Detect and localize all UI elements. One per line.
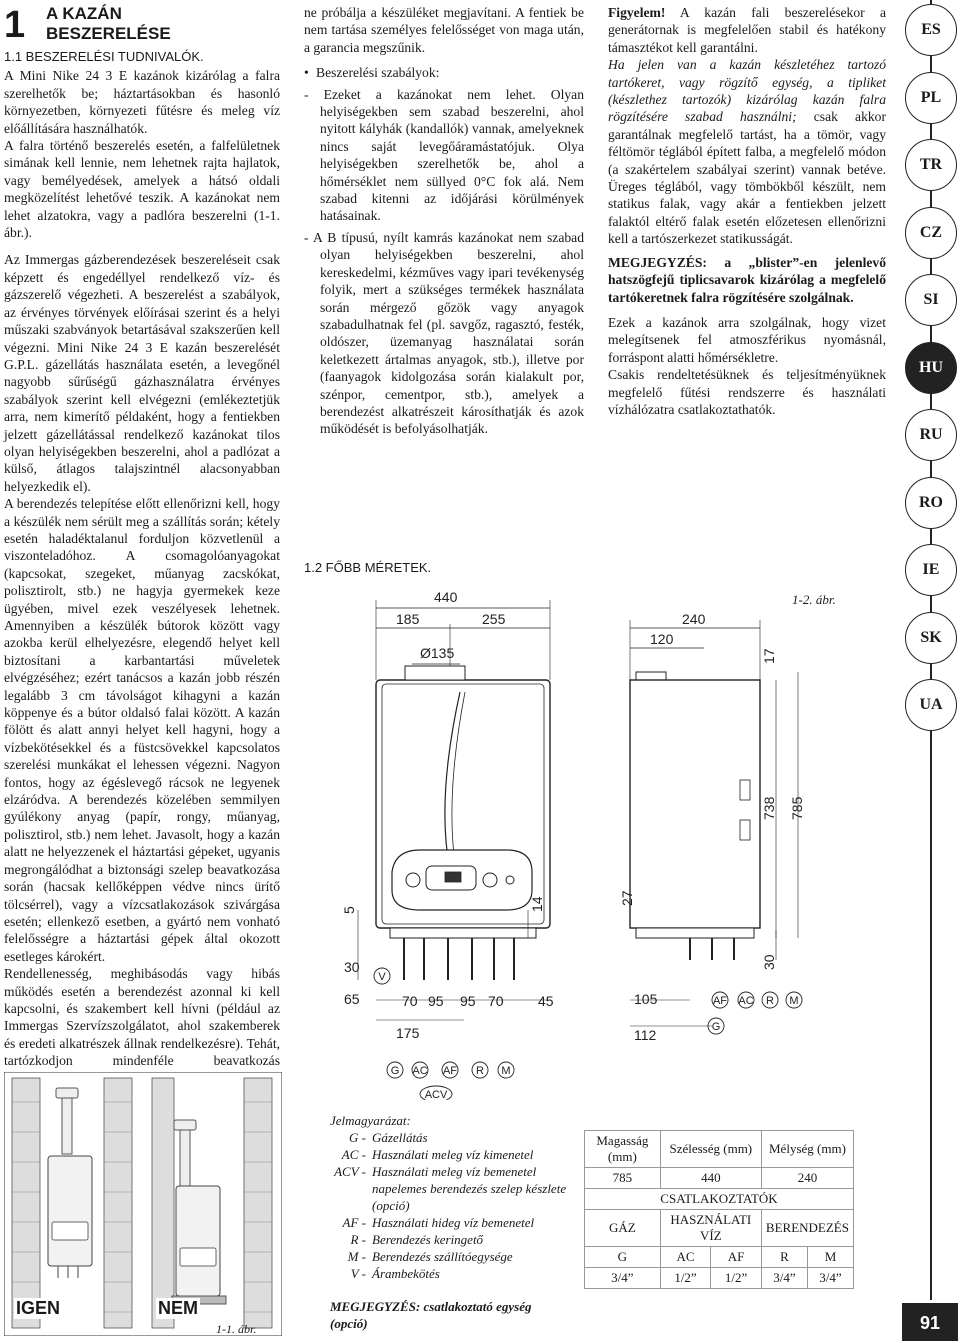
dim-65: 65 xyxy=(344,991,360,1007)
dim-95b: 95 xyxy=(460,993,476,1009)
attention-label: Figyelem! xyxy=(608,5,666,20)
size-M: 3/4” xyxy=(807,1268,853,1289)
legend-value: Használati hideg víz bemenetel xyxy=(372,1215,535,1230)
conn-AC-side: AC xyxy=(738,995,754,1007)
bracket-normal: csak akkor garantálnak megfelelő tartást, ha a tömör, vagy féltömör téglából épített falba, a megfelelő módon (a szakértelem szabályai szerint) vannak betéve. Üreges téglából, vagy tömbökből készült, nem statikus falak, vagy akár a fentiekben jelzett falaktól eltérő falak esetén előzetesen ellenőrizni kell a tartószerkezet statikusságát. xyxy=(608,109,886,247)
chapter-number: 1 xyxy=(4,4,26,46)
legend-item xyxy=(330,1214,570,1231)
right-paragraph-ezek: Ezek a kazánok arra szolgálnak, hogy vizet melegítsenek fel atmoszférikus nyomásnál, forráspont alatti hőmérsékletre. xyxy=(608,314,886,365)
specs-table xyxy=(584,1130,854,1289)
legend-item xyxy=(330,1146,570,1163)
installation-rules-bullet: • Beszerelési szabályok: xyxy=(304,64,584,81)
dim-105: 105 xyxy=(634,991,658,1007)
system-header: BERENDEZÉS xyxy=(761,1210,853,1247)
conn-V-front: V xyxy=(378,971,386,983)
label-correct: IGEN xyxy=(16,1298,61,1318)
conn-G-side: G xyxy=(711,1021,721,1033)
dim-240: 240 xyxy=(682,611,706,627)
language-tab-ru[interactable]: RU xyxy=(905,409,957,461)
chapter-title-line1: A KAZÁN xyxy=(46,4,122,23)
dim-17: 17 xyxy=(761,648,777,664)
left-column xyxy=(4,48,280,1087)
legend-note: MEGJEGYZÉS: csatlakoztató egység (opció) xyxy=(330,1299,532,1331)
dim-120: 120 xyxy=(650,631,674,647)
size-AC: 1/2” xyxy=(660,1268,711,1289)
language-tab-sk[interactable]: SK xyxy=(905,612,957,664)
legend-value: Gázellátás xyxy=(372,1130,428,1145)
legend-value: Használati meleg víz kimenetel xyxy=(372,1147,534,1162)
legend-key: R - xyxy=(350,1232,366,1247)
size-G: 3/4” xyxy=(585,1268,661,1289)
language-tab-tr[interactable]: TR xyxy=(905,139,957,191)
left-paragraph-1: A Mini Nike 24 3 E kazánok kizárólag a falra szerelhetők be; háztartásokban és hasonló környezetben, környezeti fűtésre és meleg víz előállítására használhatók. xyxy=(4,68,280,136)
bracket-italic: Ha jelen van a kazán készletéhez tartozó tartókeret, vagy rögzítő egység, a tipliket (készlethez tartozók) kizárólag kazán falra rögzítésére szabad használni; xyxy=(608,57,886,125)
dim-5: 5 xyxy=(341,906,357,914)
gas-header: GÁZ xyxy=(585,1210,661,1247)
language-tab-ro[interactable]: RO xyxy=(905,477,957,529)
legend-item xyxy=(330,1129,570,1146)
rule-1: - Ezeket a kazánokat nem lehet. Olyan helyiségekben sem szabad beszerelni, ahol nyitott kályhák (kandallók) vannak, amelyeknek nincs saját levegőáramástatójuk. Olya helyiségekben szerelhetők be, ahol a hőmérséklet nem süllyed 0°C fok alá. Nem szabad kitenni az időjárási körülmények hatásainak. xyxy=(304,86,584,224)
dim-785: 785 xyxy=(789,796,805,820)
conn-AF-side: AF xyxy=(712,995,728,1007)
right-column xyxy=(608,4,886,418)
conn-AF-front: AF xyxy=(442,1065,458,1077)
front-view xyxy=(358,600,550,1100)
dim-112: 112 xyxy=(634,1027,657,1043)
legend-key: G - xyxy=(349,1130,366,1145)
value-depth: 240 xyxy=(761,1168,853,1189)
section-1-2-title: 1.2 FŐBB MÉRETEK. xyxy=(304,560,432,575)
conn-R-side: R xyxy=(766,995,774,1007)
boiler-dimension-drawing xyxy=(300,580,890,1100)
legend-item xyxy=(330,1163,570,1214)
attention-text: A kazán fali beszerelésekor a generátornak is megfelelően stabil és hatékony támasztékot kell garantálni. xyxy=(608,5,886,55)
header-width: Szélesség (mm) xyxy=(660,1131,761,1168)
value-height: 785 xyxy=(585,1168,661,1189)
legend-key: ACV - xyxy=(334,1164,366,1179)
size-AF: 1/2” xyxy=(711,1268,762,1289)
dim-70b: 70 xyxy=(488,993,504,1009)
dim-738: 738 xyxy=(761,796,777,820)
dim-135: Ø135 xyxy=(420,645,455,661)
code-G: G xyxy=(585,1247,661,1268)
dim-440: 440 xyxy=(434,589,458,605)
language-tab-ie[interactable]: IE xyxy=(905,544,957,596)
dhw-header: HASZNÁLATI VÍZ xyxy=(660,1210,761,1247)
chapter-title xyxy=(46,4,171,44)
code-R: R xyxy=(761,1247,807,1268)
legend-title: Jelmagyarázat: xyxy=(330,1113,411,1128)
code-M: M xyxy=(807,1247,853,1268)
bracket-paragraph xyxy=(608,56,886,247)
code-AF: AF xyxy=(711,1247,762,1268)
dim-14: 14 xyxy=(529,896,545,912)
language-tab-pl[interactable]: PL xyxy=(905,72,957,124)
legend-item xyxy=(330,1231,570,1248)
conn-M-front: M xyxy=(501,1065,511,1077)
conn-AC-front: AC xyxy=(412,1065,428,1077)
legend-value: Árambekötés xyxy=(372,1266,440,1281)
left-paragraph-4: A berendezés telepítése előtt ellenőrizni kell, hogy a készülék nem sérült meg a szállítás során; kétely esetén haladéktalanul forduljon közvetlenül a viszonteladóhoz. A csomagolóanyagokat (kapcsokat, szegeket, műanyag zacskókat, polisztirolt, stb.) ne hagyja gyermekek keze ügyében, mivel ezek veszélyesek lehetnek. Amennyiben a készülék bútorok között vagy azokba kerül elhelyezésre, elegendő helyet kell biztosítani a karbantartási műveletek elvégzéséhez; ezért tanácsos a kazán jobb részén legalább 3 cm távolságot kihagyni a kazán köppenye és a bútor oldalsó falai között. A kazán fölött és alatt annyi helyet kell hagyni, hogy a vízbekötésekkel és a füstcsövekkel kapcsolatos szerelési munkákat el lehessen végezni. Nagyon fontos, hogy az égéslevegő rácsok ne legyenek elzáródva. A berendezés közelében semmilyen gyúlékony anyag (papír, rongy, műanyag, polisztirol, stb.) nem lehet. Javasolt, hogy a kazán alatt ne helyezzenek el háztartási gépeket, ugyanis megrongálódhat a biztonsági szelep beavatkozása során (hacsak kellőképpen védve nincs ürítő tölcsérrel), vagy a vízcsatlakozások szivárgása esetén; ellenkező esetben, a gyártó nem vonható felelősségre a háztartási gépek által okozott esetleges károkért. xyxy=(4,496,280,964)
legend-value: Berendezés szállítóegysége xyxy=(372,1249,513,1264)
page-number: 91 xyxy=(902,1303,958,1341)
figure-1-2-label: 1-2. ábr. xyxy=(792,592,836,607)
rule-2: - A B típusú, nyílt kamrás kazánokat nem szabad olyan helyiségekben beszerelni, ahol kereskedelmi, kézműves vagy ipari tevékenység folyik, mert a szükséges termékek használata során mérgező gőzök vagy anyagok szabadulhatnak fel (pl. savgőz, ragasztó, festék, oldószer, üzemanyag használatai során keletkezett ártalmas anyagok, stb.), illetve por (faanyagok kidolgozása során kialakult por, szénpor, cementpor, stb.), amelyek a berendezést alkatrészeit károsíthatják és azok működését is befolyásolhatják. xyxy=(304,229,584,437)
legend-key: AC - xyxy=(341,1147,366,1162)
mid-paragraph-1: ne próbálja a készüléket megjavítani. A fentiek be nem tartása személyes felelősséget von maga után, a garancia megszűnik. xyxy=(304,5,584,55)
header-height: Magasság (mm) xyxy=(585,1131,661,1168)
legend-item xyxy=(330,1248,570,1265)
legend-key: M - xyxy=(347,1249,366,1264)
legend-item xyxy=(330,1265,570,1282)
dim-95a: 95 xyxy=(428,993,444,1009)
left-paragraph-2: A falra történő beszerelés esetén, a falfelületnek simának kell lennie, nem lehetnek rajta hajlatok, vagy bemélyedések, amelyek a hátsó oldali megközelítést lehetővé teszik. A kazánokat nem lehet alzatokra, vagy a padlóra beszerelni (1-1. ábr.). xyxy=(4,138,280,241)
dim-70a: 70 xyxy=(402,993,418,1009)
value-width: 440 xyxy=(660,1168,761,1189)
section-1-1-title: 1.1 BESZERELÉSI TUDNIVALÓK. xyxy=(4,49,204,64)
language-tab-cz[interactable]: CZ xyxy=(905,207,957,259)
middle-column xyxy=(304,4,584,438)
dim-175: 175 xyxy=(396,1025,420,1041)
wall-installation-figure xyxy=(4,1072,282,1336)
figure-1-1-label: 1-1. ábr. xyxy=(216,1322,257,1336)
conn-ACV-front: ACV xyxy=(424,1089,448,1100)
chapter-title-line2: BESZERELÉSE xyxy=(46,24,171,43)
language-tab-hu[interactable]: HU xyxy=(905,342,957,394)
language-tab-ua[interactable]: UA xyxy=(905,679,957,731)
connectors-header: CSATLAKOZTATÓK xyxy=(585,1189,854,1210)
dim-185: 185 xyxy=(396,611,420,627)
conn-G-front: G xyxy=(390,1065,400,1077)
legend-value: Berendezés keringető xyxy=(372,1232,484,1247)
left-paragraph-5: Rendellenesség, meghibásodás vagy hibás működés esetén a berendezést azonnal ki kell kapcsolni, és szakembert kell hívni (például az Immergas Szervízszolgálatot, ahol szakemberek és eredeti alkatrészek állnak rendelkezésre). Tehát, tartózkodjon mindenféle beavatkozás xyxy=(4,966,280,1069)
side-view xyxy=(630,620,802,1034)
legend-key: V - xyxy=(350,1266,366,1281)
conn-R-front: R xyxy=(476,1065,484,1077)
header-depth: Mélység (mm) xyxy=(761,1131,853,1168)
legend xyxy=(330,1112,570,1332)
right-paragraph-csakis: Csakis rendeltetésüknek és teljesítményüknek megfelelő fűtési rendszerre és használati vízhálózatra csatlakoztathatók. xyxy=(608,367,886,417)
language-tab-si[interactable]: SI xyxy=(905,274,957,326)
legend-key: AF - xyxy=(342,1215,366,1230)
dim-30b: 30 xyxy=(761,954,777,970)
dim-45: 45 xyxy=(538,993,554,1009)
note-blister: MEGJEGYZÉS: a „blister”-en jelenlevő hatszögfejű tiplicsavarok kizárólag a megfelelő tartókeretnek falra rögzítésére szolgálnak. xyxy=(608,254,886,305)
legend-items xyxy=(330,1129,570,1282)
dim-255: 255 xyxy=(482,611,506,627)
code-AC: AC xyxy=(660,1247,711,1268)
legend-value: Használati meleg víz bemenetel napelemes berendezés szelep készlete (opció) xyxy=(372,1164,567,1213)
dim-30a: 30 xyxy=(344,959,360,975)
label-incorrect: NEM xyxy=(158,1298,198,1318)
size-R: 3/4” xyxy=(761,1268,807,1289)
conn-M-side: M xyxy=(789,995,799,1007)
attention-paragraph xyxy=(608,4,886,56)
dim-27: 27 xyxy=(619,890,635,906)
left-paragraph-3: Az Immergas gázberendezések beszereléseit csak képzett és engedéllyel rendelkező víz- és gázszerelő végezheti. A beszerelést a szabályok, az érvényes törvények előírásai szerint és a helyi műszaki szabványok betartásával szakszerűen kell végezni. Mini Nike 24 3 E kazán beszerelését G.P.L. gázellátás használata esetén, a levegőnél nagyobb sűrűségű gázhasználatra érvényes szabályok szerint kell elvégezni (emlékeztetjük arra, nem kimerítő példaként, hogy a fentiekben jelzett gázellátással rendelkező kazánokat tilos olyan helyiségekben beszerelni, ahol a padlózat a külső, átlagos talajszintnél alacsonyabban helyezkedik el). xyxy=(4,252,280,494)
language-tab-es[interactable]: ES xyxy=(905,4,957,56)
